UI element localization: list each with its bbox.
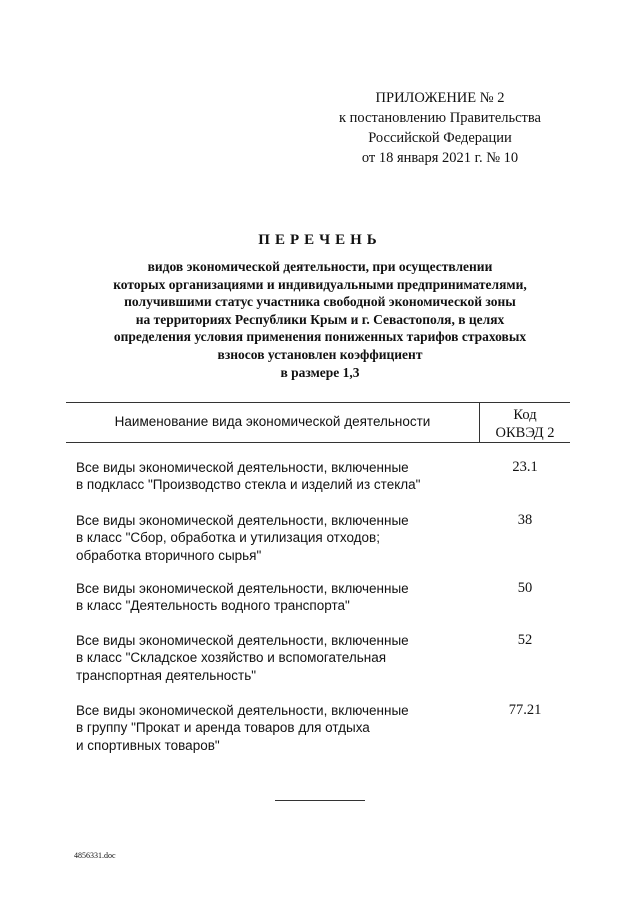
subtitle-line: определения условия применения пониженных тарифов страховых xyxy=(113,329,527,345)
activity-line: Все виды экономической деятельности, включенные xyxy=(76,633,409,648)
activity-line: и спортивных товаров" xyxy=(76,737,220,753)
column-header-code-line: ОКВЭД 2 xyxy=(495,425,555,441)
okved-code: 23.1 xyxy=(512,459,538,475)
activity-line: Все виды экономической деятельности, включенные xyxy=(76,513,409,528)
okved-code: 52 xyxy=(517,632,533,648)
appendix-date-number: от 18 января 2021 г. № 10 xyxy=(361,150,519,166)
document-title: ПЕРЕЧЕНЬ xyxy=(258,232,382,248)
okved-code: 50 xyxy=(517,580,533,596)
appendix-line: Российской Федерации xyxy=(368,130,512,146)
appendix-line: к постановлению Правительства xyxy=(339,110,541,126)
subtitle-line: которых организациями и индивидуальными предпринимателями, xyxy=(113,276,527,292)
activity-line: в подкласс "Производство стекла и изделий из стекла" xyxy=(76,477,421,493)
subtitle-line: в размере 1,3 xyxy=(280,364,360,380)
activity-line: обработка вторичного сырья" xyxy=(76,547,262,563)
activity-line: в класс "Сбор, обработка и утилизация отходов; xyxy=(76,530,380,546)
okved-code: 77.21 xyxy=(508,702,542,718)
activity-description xyxy=(76,702,446,754)
activity-line: в класс "Складское хозяйство и вспомогательная xyxy=(76,650,387,666)
column-header-name: Наименование вида экономической деятельности xyxy=(114,414,431,429)
subtitle-line: на территориях Республики Крым и г. Севастополя, в целях xyxy=(135,311,505,327)
column-header-code-line: Код xyxy=(513,407,537,423)
activity-description xyxy=(76,512,446,564)
subtitle-line: видов экономической деятельности, при осуществлении xyxy=(147,259,493,274)
activity-line: в группу "Прокат и аренда товаров для отдыха xyxy=(76,720,370,736)
column-header-code xyxy=(480,406,570,442)
table-top-rule xyxy=(66,402,570,403)
end-of-document-rule xyxy=(275,800,365,801)
activity-description xyxy=(76,459,446,494)
okved-code: 38 xyxy=(517,512,533,528)
appendix-title: ПРИЛОЖЕНИЕ № 2 xyxy=(375,90,505,106)
activity-line: Все виды экономической деятельности, включенные xyxy=(76,703,409,718)
subtitle-line: получившими статус участника свободной экономической зоны xyxy=(124,294,516,310)
activity-line: Все виды экономической деятельности, включенные xyxy=(76,460,409,475)
subtitle-line: взносов установлен коэффициент xyxy=(217,346,423,362)
table-header-rule xyxy=(66,442,570,443)
activity-description xyxy=(76,580,446,615)
appendix-header xyxy=(330,88,550,168)
document-subtitle xyxy=(95,258,545,381)
file-name: 4856331.doc xyxy=(74,851,116,860)
activity-line: Все виды экономической деятельности, включенные xyxy=(76,581,409,596)
activity-line: в класс "Деятельность водного транспорта" xyxy=(76,598,350,614)
activity-line: транспортная деятельность" xyxy=(76,667,257,683)
activity-description xyxy=(76,632,446,684)
